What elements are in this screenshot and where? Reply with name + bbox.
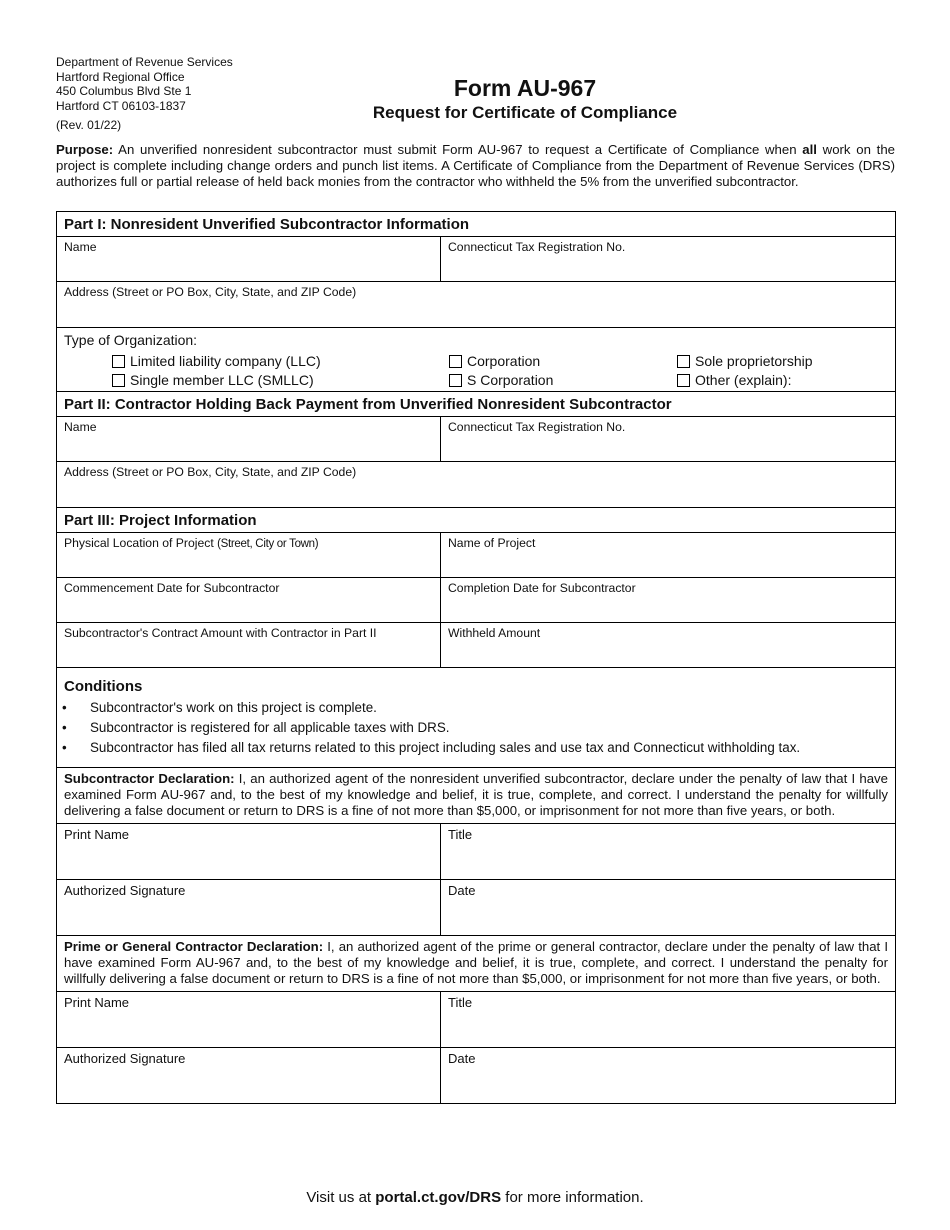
organization-type-section <box>57 328 895 392</box>
checkbox-other-label: Other (explain): <box>695 372 792 388</box>
condition-text: Subcontractor has filed all tax returns related to this project including sales and use tax and Connecticut withholding tax. <box>90 740 801 755</box>
sub-name-field[interactable] <box>57 237 441 281</box>
contractor-address-label: Address (Street or PO Box, City, State, and ZIP Code) <box>64 465 357 479</box>
condition-text: Subcontractor is registered for all applicable taxes with DRS. <box>90 720 450 735</box>
subcontractor-declaration-label: Subcontractor Declaration: <box>64 771 235 786</box>
prime-print-name-field[interactable] <box>57 992 441 1047</box>
prime-signature-label: Authorized Signature <box>64 1051 186 1066</box>
agency-office: Hartford Regional Office <box>56 69 185 84</box>
condition-item <box>64 738 888 758</box>
sub-address-label: Address (Street or PO Box, City, State, and ZIP Code) <box>64 285 357 299</box>
prime-title-field[interactable] <box>441 992 895 1047</box>
checkbox-icon[interactable] <box>112 355 125 368</box>
subcontractor-declaration <box>57 768 895 824</box>
checkbox-smllc[interactable] <box>112 372 449 388</box>
agency-street: 450 Columbus Blvd Ste 1 <box>56 84 192 98</box>
form-subtitle: Request for Certificate of Compliance <box>372 103 678 122</box>
commencement-date-label: Commencement Date for Subcontractor <box>64 581 280 595</box>
prime-declaration-label: Prime or General Contractor Declaration: <box>64 939 324 954</box>
footer-link[interactable]: portal.ct.gov/DRS <box>375 1189 502 1206</box>
project-location-field[interactable] <box>57 533 441 577</box>
prime-date-field[interactable] <box>441 1048 895 1103</box>
part3-heading: Part III: Project Information <box>57 508 895 533</box>
checkbox-icon[interactable] <box>677 355 690 368</box>
checkbox-corporation[interactable] <box>449 353 677 369</box>
sub-print-name-field[interactable] <box>57 824 441 879</box>
sub-signature-field[interactable] <box>57 880 441 935</box>
contractor-name-field[interactable] <box>57 417 441 461</box>
prime-contractor-declaration <box>57 936 895 992</box>
checkbox-sole-proprietorship[interactable] <box>677 353 888 369</box>
completion-date-label: Completion Date for Subcontractor <box>448 581 636 595</box>
checkbox-icon[interactable] <box>449 374 462 387</box>
prime-title-label: Title <box>448 995 473 1010</box>
sub-date-field[interactable] <box>441 880 895 935</box>
condition-item <box>64 718 888 738</box>
sub-tax-reg-label: Connecticut Tax Registration No. <box>448 240 626 254</box>
part1-heading: Part I: Nonresident Unverified Subcontractor Information <box>57 212 895 237</box>
sub-title-field[interactable] <box>441 824 895 879</box>
bullet-icon: • <box>62 720 67 735</box>
checkbox-llc-label: Limited liability company (LLC) <box>130 353 321 369</box>
checkbox-sole-proprietorship-label: Sole proprietorship <box>695 353 813 369</box>
withheld-amount-label: Withheld Amount <box>448 626 541 640</box>
purpose-emphasis: all <box>802 142 817 157</box>
contractor-address-field[interactable] <box>57 462 895 507</box>
purpose-text-1: An unverified nonresident subcontractor must submit Form AU-967 to request a Certificate of Compliance when <box>113 142 803 157</box>
prime-declaration-text: I, an authorized agent of the prime or general contractor, declare under the penalty of law that I have examined Form AU-967 and, to the best of my knowledge and belief, it is true, complete, and correct. I understand the penalty for willfully delivering a false document or return to DRS is a fine of not more than $5,000, or imprisonment for not more than five years, or both. <box>64 939 888 986</box>
checkbox-s-corporation-label: S Corporation <box>467 372 554 388</box>
contractor-name-label: Name <box>64 420 97 434</box>
sub-print-name-label: Print Name <box>64 827 130 842</box>
sub-signature-label: Authorized Signature <box>64 883 186 898</box>
condition-text: Subcontractor's work on this project is complete. <box>90 700 377 715</box>
form-body <box>56 211 896 1104</box>
agency-address <box>56 55 233 133</box>
withheld-amount-field[interactable] <box>441 623 895 667</box>
sub-address-field[interactable] <box>57 282 895 327</box>
sub-date-label: Date <box>448 883 476 898</box>
subcontractor-declaration-text: I, an authorized agent of the nonresident unverified subcontractor, declare under the penalty of law that I have examined Form AU-967 and, to the best of my knowledge and belief, it is true, complete, and correct. I understand the penalty for willfully delivering a false document or return to DRS is a fine of not more than $5,000, or imprisonment for not more than five years, or both. <box>64 771 888 818</box>
checkbox-s-corporation[interactable] <box>449 372 677 388</box>
sub-tax-reg-field[interactable] <box>441 237 895 281</box>
contract-amount-field[interactable] <box>57 623 441 667</box>
agency-name: Department of Revenue Services <box>56 55 233 69</box>
form-title: Form AU-967 <box>453 75 597 101</box>
checkbox-icon[interactable] <box>112 374 125 387</box>
checkbox-corporation-label: Corporation <box>467 353 541 369</box>
checkbox-icon[interactable] <box>449 355 462 368</box>
bullet-icon: • <box>62 740 67 755</box>
sub-title-label: Title <box>448 827 473 842</box>
contractor-tax-reg-field[interactable] <box>441 417 895 461</box>
checkbox-llc[interactable] <box>112 353 449 369</box>
project-location-hint: (Street, City or Town) <box>217 538 319 550</box>
bullet-icon: • <box>62 700 67 715</box>
organization-type-label: Type of Organization: <box>64 332 198 348</box>
checkbox-other[interactable] <box>677 372 888 388</box>
contractor-tax-reg-label: Connecticut Tax Registration No. <box>448 420 626 434</box>
commencement-date-field[interactable] <box>57 578 441 622</box>
prime-print-name-label: Print Name <box>64 995 130 1010</box>
purpose-text-2: work on the project is complete including change orders and punch list items. A Certificate of Compliance from the Department of Revenue Services (DRS) authorizes full or partial release of held back monies from the contractor who withheld the 5% from the unverified subcontractor. <box>56 142 895 189</box>
agency-city: Hartford CT 06103-1837 <box>56 98 186 113</box>
prime-date-label: Date <box>448 1051 476 1066</box>
checkbox-smllc-label: Single member LLC (SMLLC) <box>130 372 314 388</box>
purpose-label: Purpose: <box>56 142 114 157</box>
form-header <box>260 74 790 124</box>
project-name-field[interactable] <box>441 533 895 577</box>
contract-amount-label: Subcontractor's Contract Amount with Contractor in Part II <box>64 626 377 640</box>
completion-date-field[interactable] <box>441 578 895 622</box>
revision-date: (Rev. 01/22) <box>56 118 122 132</box>
sub-name-label: Name <box>64 240 97 254</box>
footer-note <box>0 1189 950 1206</box>
footer-text-1: Visit us at <box>306 1189 376 1206</box>
purpose-paragraph <box>56 142 895 190</box>
part2-heading: Part II: Contractor Holding Back Payment from Unverified Nonresident Subcontractor <box>57 392 895 417</box>
footer-text-2: for more information. <box>501 1189 644 1206</box>
condition-item <box>64 698 888 718</box>
prime-signature-field[interactable] <box>57 1048 441 1103</box>
project-location-label: Physical Location of Project <box>64 536 214 550</box>
project-name-label: Name of Project <box>448 536 536 550</box>
checkbox-icon[interactable] <box>677 374 690 387</box>
conditions-section <box>57 668 895 768</box>
conditions-title: Conditions <box>64 678 143 695</box>
